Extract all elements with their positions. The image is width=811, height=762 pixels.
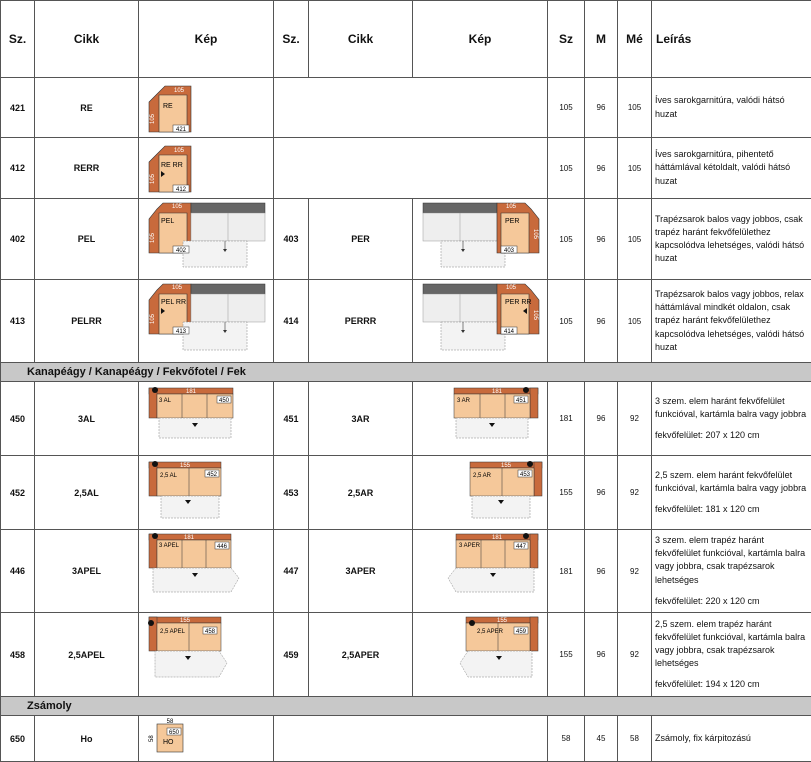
trapeze-relax-right-diagram xyxy=(413,280,548,360)
svg-text:2,5 AR: 2,5 AR xyxy=(473,473,492,479)
sofa-bed-right-diagram xyxy=(413,456,548,527)
row-image2 xyxy=(413,382,548,456)
svg-text:105: 105 xyxy=(174,148,185,154)
row-image2 xyxy=(413,613,548,697)
row-cikk2: PER xyxy=(309,199,413,280)
svg-text:181: 181 xyxy=(184,535,195,541)
header-row xyxy=(1,1,811,78)
trapeze-relax-left-diagram xyxy=(139,280,274,360)
row-h: 96 xyxy=(585,456,618,530)
row-cikk: 2,5AL xyxy=(35,456,139,530)
row-desc: 3 szem. elem trapéz haránt fekvőfelület funkcióval, kartámla balra vagy jobbra, csak trapézsarok lehetséges fekvőfelület: 220 x 120 cm xyxy=(652,530,811,613)
row-desc: Trapézsarok balos vagy jobbos, relax háttámlával mindkét oldalon, csak trapéz haránt fekvőfelülethez kapcsolódva lehetséges, valódi hátsó huzat xyxy=(652,280,811,363)
section-title: Zsámoly xyxy=(1,697,811,716)
row-sz2: 414 xyxy=(274,280,309,363)
svg-text:447: 447 xyxy=(516,544,527,550)
sofa-bed-right-diagram xyxy=(413,382,548,453)
row-cikk2: 2,5APER xyxy=(309,613,413,697)
svg-text:458: 458 xyxy=(205,629,216,635)
row-sz2: 447 xyxy=(274,530,309,613)
trapeze-corner-left-diagram xyxy=(139,199,274,277)
svg-text:RE RR: RE RR xyxy=(161,162,183,169)
row-sz: 402 xyxy=(1,199,35,280)
table-row xyxy=(1,613,811,697)
row-cikk: PEL xyxy=(35,199,139,280)
row-cikk2: PERRR xyxy=(309,280,413,363)
table-row xyxy=(1,138,811,199)
row-d: 58 xyxy=(618,716,652,762)
header-sz: Sz. xyxy=(1,1,35,78)
sofa-bed-left-diagram xyxy=(139,456,274,527)
row-sz: 650 xyxy=(1,716,35,762)
svg-text:2,5 APEL: 2,5 APEL xyxy=(160,629,186,635)
row-sz: 452 xyxy=(1,456,35,530)
svg-text:181: 181 xyxy=(492,535,503,541)
row-sz: 412 xyxy=(1,138,35,199)
row-cikk: 3AL xyxy=(35,382,139,456)
row-desc: 3 szem. elem haránt fekvőfelület funkcióval, kartámla balra vagy jobbra fekvőfelület: 207 x 120 cm xyxy=(652,382,811,456)
svg-text:650: 650 xyxy=(169,730,180,736)
svg-text:3 AR: 3 AR xyxy=(457,398,471,404)
row-cikk: 3APEL xyxy=(35,530,139,613)
row-cikk: PELRR xyxy=(35,280,139,363)
row-desc: Íves sarokgarnitúra, pihentető háttámlával kétoldalt, valódi hátsó huzat xyxy=(652,138,811,199)
row-image xyxy=(139,199,274,280)
svg-text:105: 105 xyxy=(532,310,538,321)
row-image xyxy=(139,78,274,138)
row-cikk: RERR xyxy=(35,138,139,199)
trapeze-corner-right-diagram xyxy=(413,199,548,277)
svg-text:450: 450 xyxy=(219,398,230,404)
row-d: 92 xyxy=(618,613,652,697)
row-cikk: Ho xyxy=(35,716,139,762)
row-h: 96 xyxy=(585,382,618,456)
row-image xyxy=(139,716,274,762)
row-w: 155 xyxy=(548,456,585,530)
row-h: 96 xyxy=(585,138,618,199)
header-szeles: Sz xyxy=(548,1,585,78)
svg-text:421: 421 xyxy=(176,127,187,133)
svg-text:58: 58 xyxy=(149,735,155,742)
row-h: 96 xyxy=(585,199,618,280)
trapeze-sofa-bed-left-diagram xyxy=(139,530,274,610)
row-desc: Zsámoly, fix kárpitozású xyxy=(652,716,811,762)
row-image xyxy=(139,613,274,697)
svg-text:155: 155 xyxy=(501,463,512,469)
svg-text:105: 105 xyxy=(150,313,156,324)
table-row xyxy=(1,78,811,138)
row-sz: 458 xyxy=(1,613,35,697)
header-cikk: Cikk xyxy=(35,1,139,78)
svg-text:3 APER: 3 APER xyxy=(459,543,481,549)
row-h: 96 xyxy=(585,530,618,613)
row-h: 45 xyxy=(585,716,618,762)
header-mely: Mé xyxy=(618,1,652,78)
row-image xyxy=(139,280,274,363)
row-image2 xyxy=(413,530,548,613)
header-leiras: Leírás xyxy=(652,1,811,78)
svg-text:105: 105 xyxy=(506,285,517,291)
section-title: Kanapéágy / Kanapéágy / Fekvőfotel / Fek xyxy=(1,363,811,382)
header-cikk2: Cikk xyxy=(309,1,413,78)
row-desc: Trapézsarok balos vagy jobbos, csak trapéz haránt fekvőfelülethez kapcsolódva lehetséges, valódi hátsó huzat xyxy=(652,199,811,280)
svg-text:403: 403 xyxy=(504,248,515,254)
svg-text:PEL RR: PEL RR xyxy=(161,299,186,306)
row-sz: 446 xyxy=(1,530,35,613)
row-h: 96 xyxy=(585,613,618,697)
header-kep: Kép xyxy=(139,1,274,78)
svg-text:105: 105 xyxy=(174,88,185,94)
table-row xyxy=(1,456,811,530)
svg-text:413: 413 xyxy=(176,329,187,335)
svg-text:402: 402 xyxy=(176,248,187,254)
row-sz: 450 xyxy=(1,382,35,456)
table-row xyxy=(1,382,811,456)
svg-text:105: 105 xyxy=(150,232,156,243)
row-cikk2: 2,5AR xyxy=(309,456,413,530)
trapeze-sofa-bed-left-diagram xyxy=(139,613,274,694)
header-kep2: Kép xyxy=(413,1,548,78)
svg-text:105: 105 xyxy=(150,113,156,124)
row-image xyxy=(139,138,274,199)
row-cikk2: 3AR xyxy=(309,382,413,456)
svg-text:155: 155 xyxy=(180,463,191,469)
row-d: 92 xyxy=(618,530,652,613)
svg-text:PEL: PEL xyxy=(161,218,174,225)
svg-text:181: 181 xyxy=(186,389,197,395)
section-row xyxy=(1,697,811,716)
svg-text:105: 105 xyxy=(150,173,156,184)
svg-text:3 AL: 3 AL xyxy=(159,398,172,404)
row-desc: Íves sarokgarnitúra, valódi hátsó huzat xyxy=(652,78,811,138)
corner-sofa-diagram xyxy=(139,78,274,135)
row-w: 105 xyxy=(548,199,585,280)
svg-text:PER RR: PER RR xyxy=(505,299,531,306)
table-row xyxy=(1,280,811,363)
row-w: 58 xyxy=(548,716,585,762)
svg-text:2,5 AL: 2,5 AL xyxy=(160,473,178,479)
table-row xyxy=(1,530,811,613)
row-w: 155 xyxy=(548,613,585,697)
trapeze-sofa-bed-right-diagram xyxy=(413,530,548,610)
row-w: 105 xyxy=(548,280,585,363)
svg-text:RE: RE xyxy=(163,103,173,110)
svg-text:155: 155 xyxy=(497,618,508,624)
row-image xyxy=(139,382,274,456)
svg-text:2,5 APER: 2,5 APER xyxy=(477,629,504,635)
svg-text:58: 58 xyxy=(167,719,174,725)
svg-text:181: 181 xyxy=(492,389,503,395)
row-d: 92 xyxy=(618,382,652,456)
svg-text:105: 105 xyxy=(532,229,538,240)
row-h: 96 xyxy=(585,280,618,363)
svg-text:452: 452 xyxy=(207,472,218,478)
svg-text:3 APEL: 3 APEL xyxy=(159,543,180,549)
corner-sofa-diagram xyxy=(139,138,274,196)
row-cikk: RE xyxy=(35,78,139,138)
row-sz2: 403 xyxy=(274,199,309,280)
svg-text:155: 155 xyxy=(180,618,191,624)
row-cikk: 2,5APEL xyxy=(35,613,139,697)
svg-text:451: 451 xyxy=(516,398,527,404)
section-row xyxy=(1,363,811,382)
row-image2 xyxy=(413,456,548,530)
row-image xyxy=(139,530,274,613)
svg-text:414: 414 xyxy=(504,329,515,335)
header-magas: M xyxy=(585,1,618,78)
svg-text:PER: PER xyxy=(505,218,519,225)
row-sz: 421 xyxy=(1,78,35,138)
ottoman-diagram xyxy=(139,716,274,759)
header-sz2: Sz. xyxy=(274,1,309,78)
trapeze-sofa-bed-right-diagram xyxy=(413,613,548,694)
row-desc: 2,5 szem. elem haránt fekvőfelület funkcióval, kartámla balra vagy jobbra fekvőfelület: 181 x 120 cm xyxy=(652,456,811,530)
row-sz2: 453 xyxy=(274,456,309,530)
row-image xyxy=(139,456,274,530)
row-w: 181 xyxy=(548,382,585,456)
row-sz: 413 xyxy=(1,280,35,363)
row-w: 105 xyxy=(548,78,585,138)
row-d: 105 xyxy=(618,199,652,280)
row-w: 105 xyxy=(548,138,585,199)
row-image2 xyxy=(413,199,548,280)
row-cikk2: 3APER xyxy=(309,530,413,613)
row-d: 105 xyxy=(618,138,652,199)
row-desc: 2,5 szem. elem trapéz haránt fekvőfelület funkcióval, kartámla balra vagy jobbra, csak trapézsarok lehetséges fekvőfelület: 194 x 120 cm xyxy=(652,613,811,697)
svg-text:459: 459 xyxy=(516,629,527,635)
row-h: 96 xyxy=(585,78,618,138)
row-d: 105 xyxy=(618,280,652,363)
svg-text:105: 105 xyxy=(506,204,517,210)
row-d: 105 xyxy=(618,78,652,138)
svg-text:105: 105 xyxy=(172,204,183,210)
svg-text:105: 105 xyxy=(172,285,183,291)
row-sz2: 451 xyxy=(274,382,309,456)
svg-text:453: 453 xyxy=(520,472,531,478)
svg-text:HO: HO xyxy=(163,739,174,746)
row-sz2: 459 xyxy=(274,613,309,697)
sofa-bed-left-diagram xyxy=(139,382,274,453)
row-image2 xyxy=(413,280,548,363)
row-d: 92 xyxy=(618,456,652,530)
table-row xyxy=(1,199,811,280)
svg-text:412: 412 xyxy=(176,187,187,193)
table-row xyxy=(1,716,811,762)
svg-text:446: 446 xyxy=(217,544,228,550)
row-w: 181 xyxy=(548,530,585,613)
